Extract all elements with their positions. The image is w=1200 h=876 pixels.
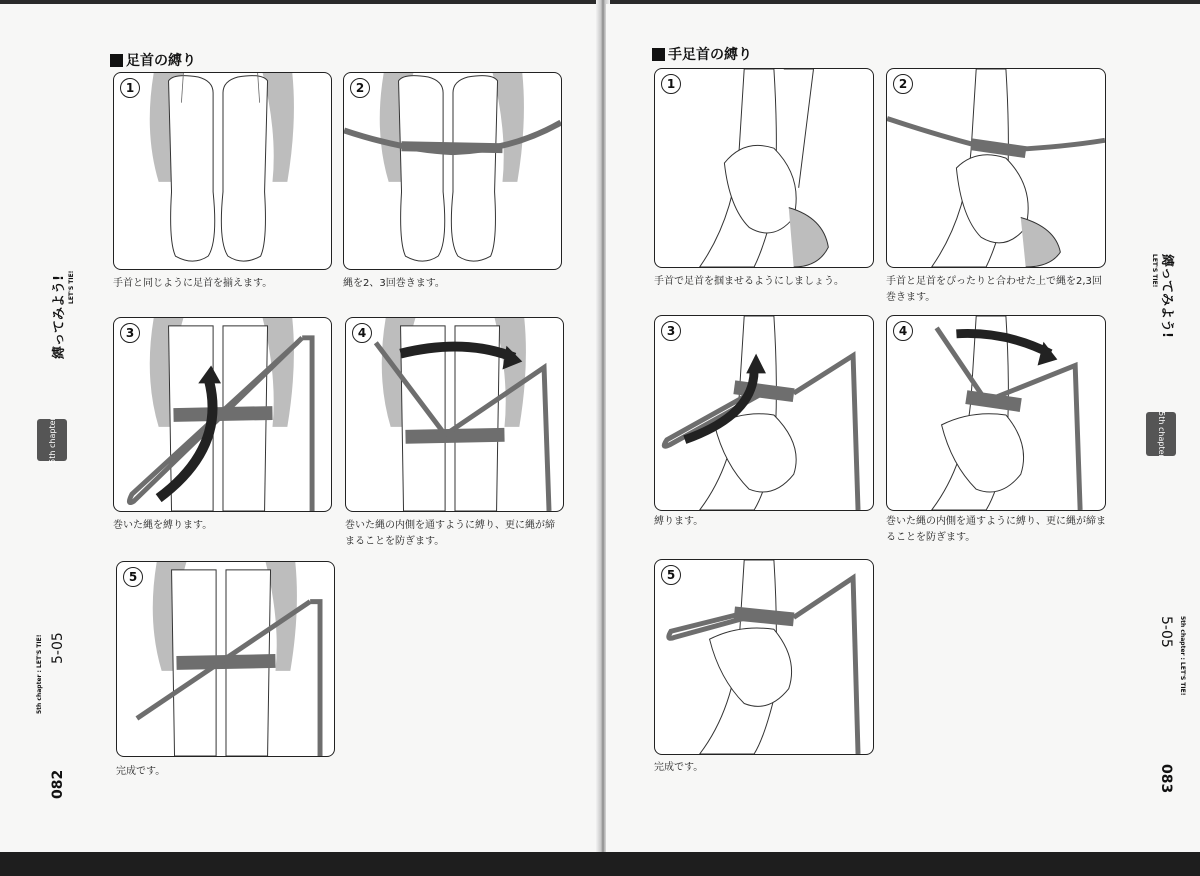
feet-illustration xyxy=(114,73,331,269)
scan-edge xyxy=(0,852,1200,876)
step-caption-2: 手首と足首をぴったりと合わせた上で縄を2,3回巻きます。 xyxy=(886,276,1102,303)
step-caption-1: 手首で足首を掴ませるようにしましょう。 xyxy=(654,276,844,287)
step-panel-3 xyxy=(654,315,874,511)
left-page xyxy=(0,4,600,856)
chapter-title: 縛ってみよう! xyxy=(1159,254,1174,338)
section-title: 足首の縛り xyxy=(110,50,196,70)
step-number: 3 xyxy=(120,323,140,343)
tie-step-illustration xyxy=(887,316,1105,510)
page-number: 083 xyxy=(1158,764,1174,794)
title-square-icon xyxy=(652,48,665,61)
step-number: 2 xyxy=(893,74,913,94)
step-number: 2 xyxy=(350,78,370,98)
step-caption-5: 完成です。 xyxy=(116,766,166,777)
step-caption-3: 巻いた縄を縛ります。 xyxy=(113,520,213,531)
step-panel-1 xyxy=(654,68,874,268)
step-panel-2 xyxy=(343,72,562,270)
footer-chapter: 5th chapter : LET'S TIE! xyxy=(36,634,43,714)
hand-ankle-rope-illustration xyxy=(887,69,1105,267)
finished-illustration xyxy=(117,562,334,756)
step-number: 3 xyxy=(661,321,681,341)
tie-step-illustration xyxy=(346,318,563,511)
step-number: 5 xyxy=(661,565,681,585)
hand-ankle-illustration xyxy=(655,69,873,267)
chapter-tab: 5th chapter xyxy=(37,419,67,461)
step-panel-3 xyxy=(113,317,332,512)
footer-chapter: 5th chapter : LET'S TIE! xyxy=(1179,616,1186,696)
section-code: 5-05 xyxy=(50,632,66,664)
tie-step-illustration xyxy=(655,316,873,510)
right-page xyxy=(606,4,1200,856)
step-caption-1: 手首と同じように足首を揃えます。 xyxy=(113,278,273,289)
title-square-icon xyxy=(110,54,123,67)
step-panel-4 xyxy=(345,317,564,512)
step-caption-4: 巻いた縄の内側を通すように縛り、更に縄が締まることを防ぎます。 xyxy=(345,520,555,547)
tie-step-illustration xyxy=(114,318,331,511)
step-panel-2 xyxy=(886,68,1106,268)
chapter-title: 縛ってみよう! xyxy=(52,275,67,359)
chapter-subtitle: LET'S TIE! xyxy=(1151,254,1158,288)
step-number: 1 xyxy=(661,74,681,94)
step-number: 4 xyxy=(352,323,372,343)
step-number: 5 xyxy=(123,567,143,587)
chapter-tab: 5th chapter xyxy=(1146,412,1176,456)
step-caption-3: 縛ります。 xyxy=(654,516,704,527)
step-number: 1 xyxy=(120,78,140,98)
feet-rope-illustration xyxy=(344,73,561,269)
step-caption-4: 巻いた縄の内側を通すように縛り、更に縄が締まることを防ぎます。 xyxy=(886,516,1106,543)
step-panel-5 xyxy=(654,559,874,755)
page-number: 082 xyxy=(50,769,66,799)
step-caption-2: 縄を2、3回巻きます。 xyxy=(343,278,445,289)
finished-illustration xyxy=(655,560,873,754)
step-caption-5: 完成です。 xyxy=(654,762,704,773)
step-panel-5 xyxy=(116,561,335,757)
step-number: 4 xyxy=(893,321,913,341)
chapter-subtitle: LET'S TIE! xyxy=(68,270,75,304)
step-panel-4 xyxy=(886,315,1106,511)
step-panel-1 xyxy=(113,72,332,270)
section-title: 手足首の縛り xyxy=(652,44,752,64)
section-code: 5-05 xyxy=(1158,616,1174,648)
